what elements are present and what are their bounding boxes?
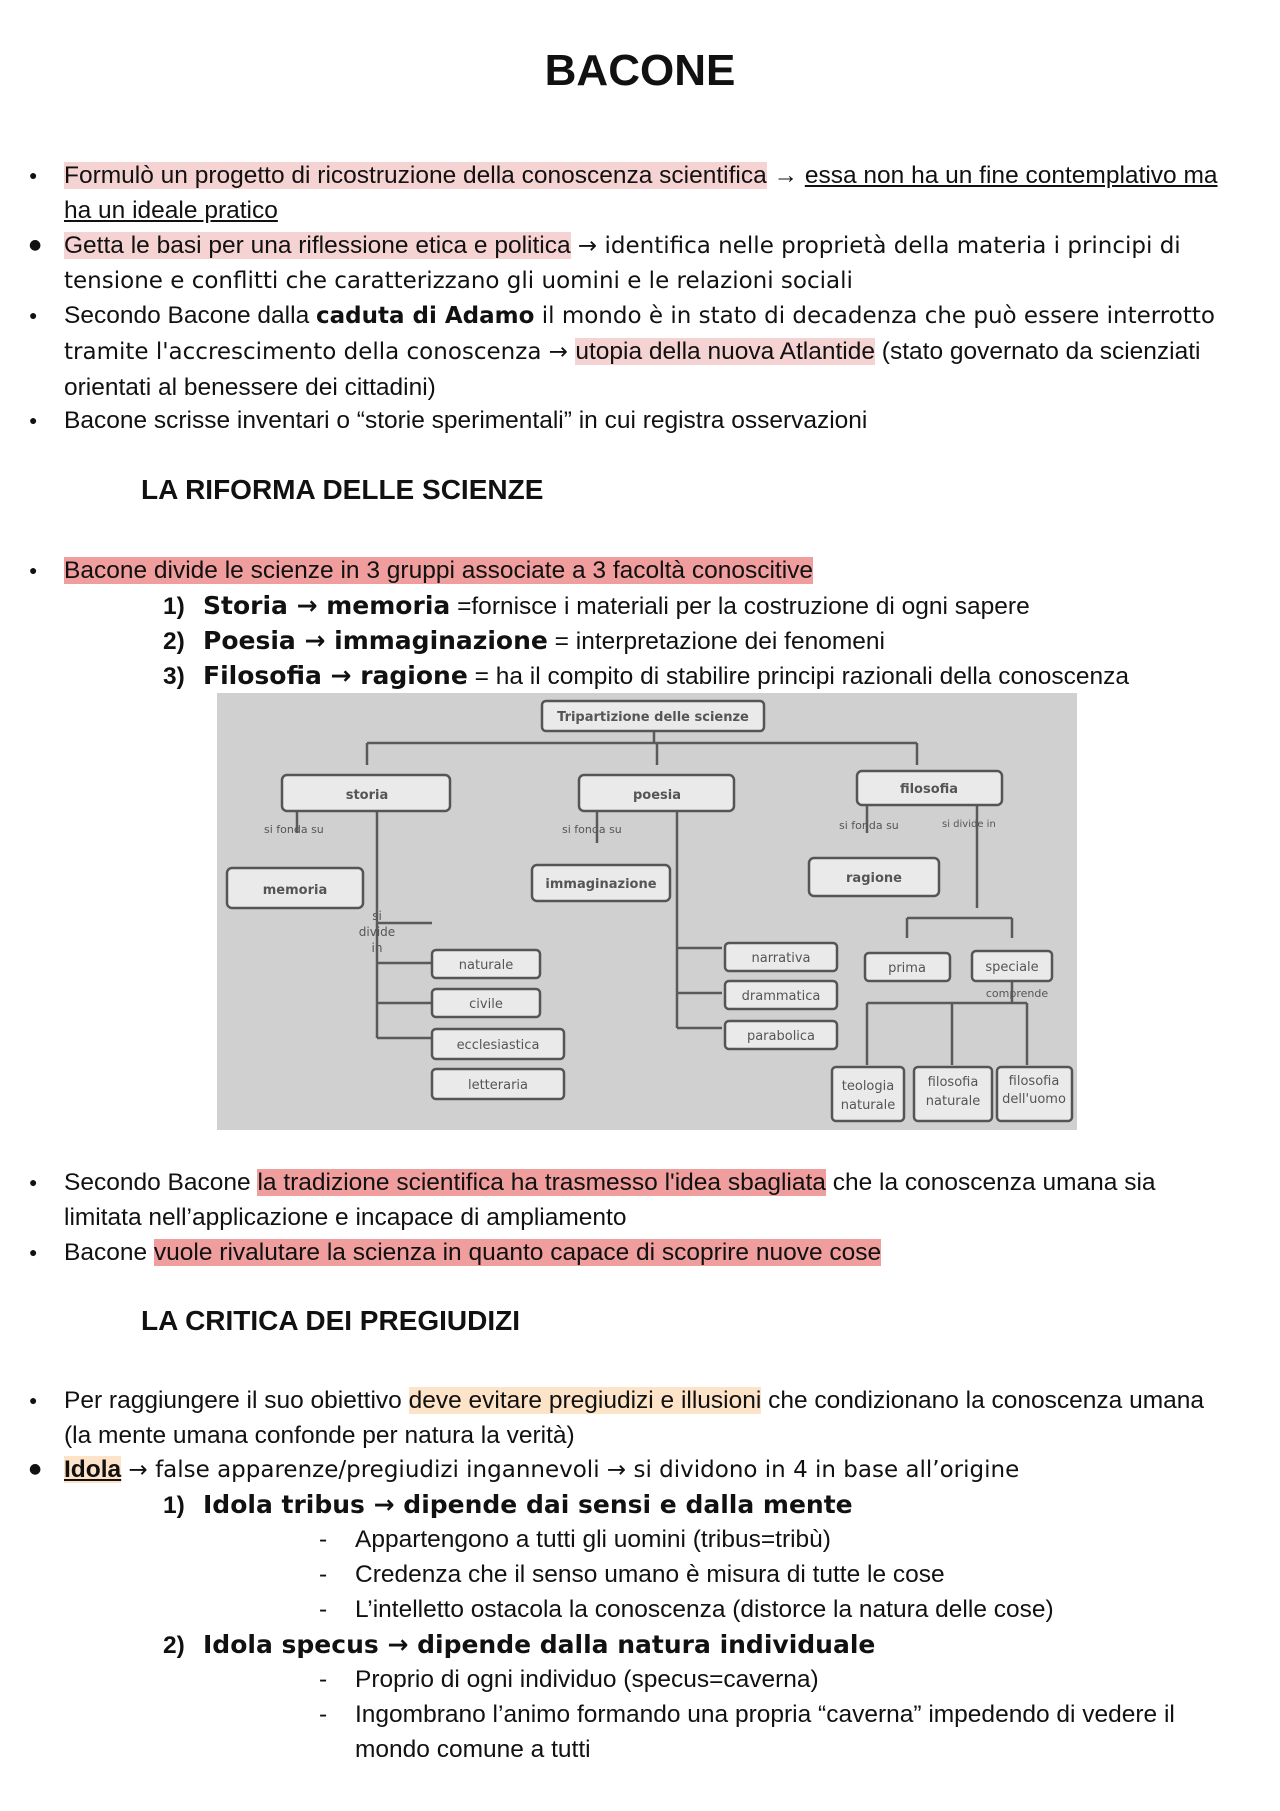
node-narrativa: narrativa	[751, 951, 811, 966]
bullet-item: ● Per raggiungere il suo obiettivo deve evitare pregiudizi e illusioni che condizionano la conoscenza umana (la mente umana confonde per natura la verità)	[64, 1383, 1232, 1453]
node-filosofia-naturale-1: filosofia	[927, 1075, 979, 1090]
label-comprende: comprende	[985, 987, 1049, 1000]
node-teologia-naturale-1: teologia	[841, 1079, 895, 1094]
node-poesia: poesia	[632, 788, 682, 803]
node-parabolica: parabolica	[746, 1029, 816, 1044]
node-immaginazione: immaginazione	[545, 877, 657, 892]
label-in: in	[371, 941, 383, 955]
highlight: utopia della nuova Atlantide	[575, 338, 875, 365]
highlight: Formulò un progetto di ricostruzione della conoscenza scientifica	[64, 162, 767, 189]
bullet-item: ● Secondo Bacone la tradizione scientifica ha trasmesso l'idea sbagliata che la conoscenza umana sia limitata nell’applicazione e incapace di ampliamento	[64, 1165, 1232, 1235]
node-memoria: memoria	[262, 883, 328, 898]
bullet-item: ● Getta le basi per una riflessione etica e politica → identifica nelle proprietà della materia i principi di tensione e conflitti che caratterizzano gli uomini e le relazioni sociali	[64, 228, 1232, 299]
node-drammatica: drammatica	[741, 989, 821, 1004]
node-letteraria: letteraria	[467, 1078, 529, 1093]
numbered-item: 1) Idola tribus → dipende dai sensi e dalla mente	[163, 1490, 853, 1519]
node-ecclesiastica: ecclesiastica	[456, 1038, 540, 1053]
numbered-item: 2) Poesia → immaginazione = interpretazione dei fenomeni	[163, 626, 885, 655]
label-si-fonda-su: si fonda su	[562, 823, 622, 836]
label-si-divide-in: si divide in	[942, 819, 996, 830]
numbered-item: 3) Filosofia → ragione = ha il compito di stabilire principi razionali della conoscenza	[163, 661, 1129, 690]
bullet-item: ● Bacone scrisse inventari o “storie sperimentali” in cui registra osservazioni	[64, 403, 1232, 438]
numbered-item: 2) Idola specus → dipende dalla natura individuale	[163, 1630, 876, 1659]
highlight: vuole rivalutare la scienza in quanto capace di scoprire nuove cose	[153, 1239, 882, 1266]
page-title: BACONE	[544, 46, 736, 95]
highlight: Getta le basi per una riflessione etica e politica	[64, 232, 571, 259]
dash-item: - L’intelletto ostacola la conoscenza (distorce la natura delle cose)	[355, 1592, 1232, 1627]
dash-item: - Appartengono a tutti gli uomini (tribus=tribù)	[355, 1522, 1232, 1557]
bullet-item: ● Secondo Bacone dalla caduta di Adamo il mondo è in stato di decadenza che può essere interrotto tramite l'accrescimento della conoscenza → utopia della nuova Atlantide (stato governato da scienziati orientati al benessere dei cittadini)	[64, 298, 1232, 405]
dash-item: - Ingombrano l’animo formando una propria “caverna” impedendo di vedere il mondo comune a tutti	[355, 1697, 1232, 1767]
node-filosofia-uomo-2: dell'uomo	[1002, 1092, 1066, 1107]
tripartition-diagram	[217, 693, 1077, 1130]
bold-text: caduta di Adamo	[316, 303, 535, 329]
section-heading: LA CRITICA DEI PREGIUDIZI	[141, 1305, 521, 1336]
label-si: si	[372, 909, 382, 923]
bullet-item	[64, 553, 1232, 588]
dash-item: - Credenza che il senso umano è misura di tutte le cose	[355, 1557, 1232, 1592]
diagram-svg	[217, 693, 1077, 1130]
diagram-root: Tripartizione delle scienze	[557, 710, 749, 725]
node-storia: storia	[345, 788, 389, 803]
numbered-item: 1) Storia → memoria =fornisce i materiali per la costruzione di ogni sapere	[163, 591, 1030, 620]
node-filosofia: filosofia	[899, 782, 959, 797]
node-ragione: ragione	[846, 871, 902, 886]
node-filosofia-uomo-1: filosofia	[1008, 1074, 1060, 1089]
bullet-item: ● Formulò un progetto di ricostruzione della conoscenza scientifica → essa non ha un fine contemplativo ma ha un ideale pratico	[64, 158, 1232, 228]
highlight: Bacone divide le scienze in 3 gruppi associate a 3 facoltà conoscitive	[64, 557, 814, 584]
highlight: deve evitare pregiudizi e illusioni	[408, 1387, 762, 1414]
node-civile: civile	[469, 997, 503, 1012]
node-speciale: speciale	[985, 960, 1039, 975]
idola-keyword: Idola	[64, 1456, 122, 1483]
node-naturale: naturale	[458, 958, 514, 973]
dash-item: - Proprio di ogni individuo (specus=caverna)	[355, 1662, 1232, 1697]
highlight: la tradizione scientifica ha trasmesso l'idea sbagliata	[257, 1169, 826, 1196]
section-heading: LA RIFORMA DELLE SCIENZE	[141, 474, 544, 505]
node-prima: prima	[888, 961, 926, 976]
label-si-fonda-su: si fonda su	[839, 819, 899, 832]
node-teologia-naturale-2: naturale	[840, 1098, 896, 1113]
node-filosofia-naturale-2: naturale	[925, 1094, 981, 1109]
underlined-text: essa non ha un fine contemplativo ma ha un ideale pratico	[64, 162, 1218, 224]
label-si-fonda-su: si fonda su	[264, 823, 324, 836]
label-divide: divide	[358, 925, 396, 939]
bullet-item: ● Bacone vuole rivalutare la scienza in quanto capace di scoprire nuove cose	[64, 1235, 1232, 1270]
bullet-item: ● Idola → false apparenze/pregiudizi ingannevoli → si dividono in 4 in base all’origine	[64, 1452, 1232, 1488]
